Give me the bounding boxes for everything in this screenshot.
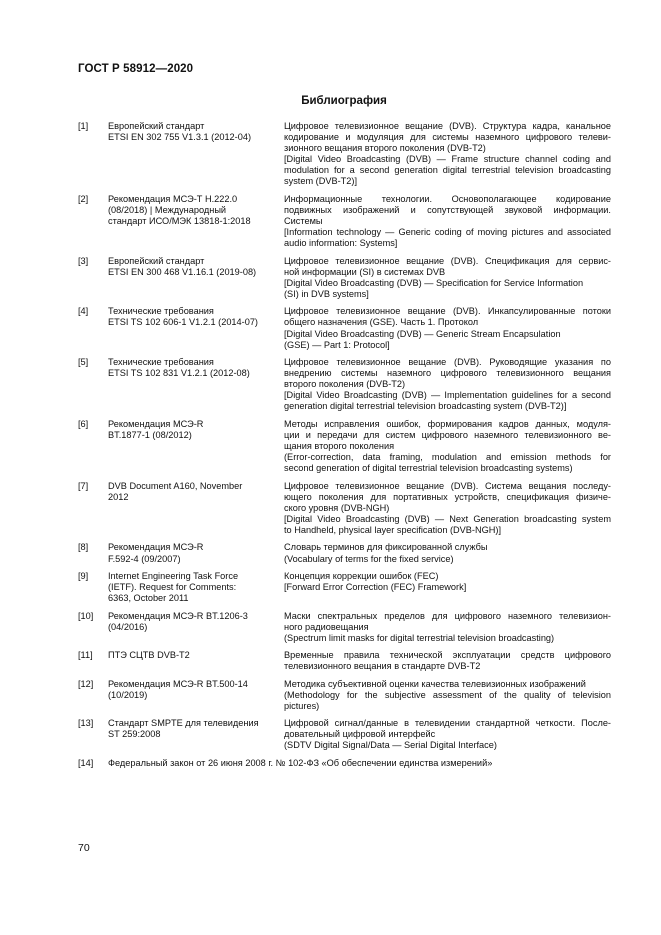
entry-title-line: кодирование и модуляция для системы наземного цифрового телеви- <box>284 132 611 143</box>
entry-title-line: Цифровое телевизионное вещание (DVB). Структура кадра, канальное <box>284 121 611 131</box>
entry-number: [11] <box>78 650 93 661</box>
entry-source-line: стандарт ИСО/МЭК 13818-1:2018 <box>108 216 251 227</box>
entry-title-line: Словарь терминов для фиксированной службы <box>284 542 488 553</box>
page-number: 70 <box>78 842 90 854</box>
entry-title-line: modulation for a second generation digital terrestrial television broadcasting <box>284 165 611 176</box>
entry-number: [1] <box>78 121 89 131</box>
entry-source-line: (04/2016) <box>108 621 148 632</box>
entry-title-line: [Digital Video Broadcasting (DVB) — Specification for Service Information <box>284 277 584 288</box>
entry-title-line: (Methodology for the subjective assessment of the quality of television <box>284 689 611 700</box>
entry-title-line: audio information: Systems] <box>284 238 398 249</box>
entry-source-line: ETSI EN 302 755 V1.3.1 (2012-04) <box>108 132 252 143</box>
bibliography-entry <box>78 650 610 672</box>
entry-title <box>284 481 611 536</box>
entry-source-line: ETSI TS 102 831 V1.2.1 (2012-08) <box>108 368 250 379</box>
bibliography-entry <box>78 542 610 564</box>
entry-source-line: ETSI EN 300 468 V1.16.1 (2019-08) <box>108 266 257 277</box>
entry-source <box>108 481 274 503</box>
entry-source <box>108 121 274 143</box>
entry-source <box>108 306 274 328</box>
entry-title-line: Цифровой сигнал/данные в телевидении стандартной четкости. После- <box>284 718 611 729</box>
entry-title-line: Цифровое телевизионное вещание (DVB). Инкапсулированные потоки <box>284 306 611 317</box>
bibliography-list <box>78 121 610 775</box>
entry-source <box>108 611 274 633</box>
entry-title-line: Временные правила технической эксплуатации средств цифрового <box>284 650 611 661</box>
entry-title-line: (Spectrum limit masks for digital terrestrial television broadcasting) <box>284 632 555 643</box>
entry-title-line: внедрению системы наземного цифрового телевизионного вещания <box>284 368 611 379</box>
entry-title-line: Маски спектральных пределов для цифрового наземного телевизион- <box>284 610 611 621</box>
bibliography-title: Библиография <box>301 95 387 107</box>
entry-number: [13] <box>78 718 94 729</box>
entry-source-line: Internet Engineering Task Force <box>108 570 239 581</box>
entry-source <box>108 650 274 661</box>
entry-source <box>108 571 274 604</box>
entry-source-line: Федеральный закон от 26 июня 2008 г. № 102-ФЗ «Об обеспечении единства измерений» <box>108 757 493 768</box>
entry-source <box>108 357 274 379</box>
entry-title <box>284 650 611 672</box>
entry-title <box>284 256 611 300</box>
entry-title-line: Концепция коррекции ошибок (FEC) <box>284 570 439 581</box>
entry-source <box>108 419 274 441</box>
entry-title-line: [Digital Video Broadcasting (DVB) — Generic Stream Encapsulation <box>284 328 561 339</box>
entry-number: [3] <box>78 255 89 266</box>
entry-title-line: [Digital Video Broadcasting (DVB) — Implementation guidelines for a second <box>284 390 611 401</box>
entry-source-line: Технические требования <box>108 306 214 317</box>
entry-source-line: ПТЭ СЦТВ DVB-T2 <box>108 650 190 661</box>
entry-number: [6] <box>78 418 89 429</box>
entry-title <box>284 611 611 644</box>
entry-number: [2] <box>78 193 89 204</box>
entry-title <box>284 542 611 564</box>
entry-source-line: ST 259:2008 <box>108 729 161 740</box>
entry-source-line: Рекомендация МСЭ-R <box>108 418 204 429</box>
entry-number: [10] <box>78 610 94 621</box>
entry-source-line: Европейский стандарт <box>108 255 205 266</box>
entry-title-line: (SDTV Digital Signal/Data — Serial Digital Interface) <box>284 740 497 751</box>
bibliography-entry <box>78 357 610 413</box>
entry-source <box>108 679 274 701</box>
bibliography-entry <box>78 121 610 188</box>
entry-title-line: system (DVB-T2)] <box>284 176 357 187</box>
entry-source <box>108 542 274 564</box>
entry-title-line: generation digital terrestrial television broadcasting system (DVB-T2)] <box>284 401 567 412</box>
entry-source <box>108 758 608 769</box>
entry-source-line: F.592-4 (09/2007) <box>108 553 181 564</box>
entry-title <box>284 357 611 412</box>
entry-source-line: Рекомендация МСЭ-R BT.1206-3 <box>108 610 248 621</box>
entry-title-line: to Handheld, physical layer specification (DVB-NGH)] <box>284 525 502 536</box>
entry-title-line: Цифровое телевизионное вещание (DVB). Спецификация для сервис- <box>284 255 611 266</box>
entry-source-line: ETSI TS 102 606-1 V1.2.1 (2014-07) <box>108 317 258 328</box>
entry-title-line: щания второго поколения <box>284 441 395 452</box>
entry-title <box>284 419 611 474</box>
entry-source-line: (10/2019) <box>108 689 148 700</box>
entry-number: [7] <box>78 480 89 491</box>
bibliography-entry <box>78 611 610 644</box>
bibliography-entry <box>78 718 610 751</box>
entry-title <box>284 121 611 188</box>
entry-title-line: (SI) in DVB systems] <box>284 288 369 299</box>
entry-source-line: Европейский стандарт <box>108 121 205 131</box>
entry-source-line: DVB Document A160, November <box>108 480 243 491</box>
entry-source-line: Рекомендация МСЭ-R BT.500-14 <box>108 678 248 689</box>
entry-source-line: Технические требования <box>108 357 214 368</box>
entry-source-line: Стандарт SMPTE для телевидения <box>108 718 259 729</box>
entry-title-line: зионного вещания второго поколения (DVB-T2) <box>284 143 486 154</box>
entry-source <box>108 194 274 227</box>
bibliography-entry <box>78 306 610 350</box>
entry-source-line: 2012 <box>108 491 129 502</box>
entry-title-line: второго поколения (DVB-T2) <box>284 379 406 390</box>
entry-title-line: ского уровня (DVB-NGH) <box>284 502 390 513</box>
entry-source <box>108 256 274 278</box>
entry-number: [4] <box>78 306 89 317</box>
entry-source-line: BT.1877-1 (08/2012) <box>108 429 192 440</box>
entry-title-line: ции и передачи для систем цифрового наземного телевизионного ве- <box>284 429 611 440</box>
entry-title <box>284 679 611 712</box>
entry-title-line: pictures) <box>284 700 320 711</box>
entry-number: [9] <box>78 570 89 581</box>
bibliography-entry <box>78 571 610 604</box>
entry-title-line: Цифровое телевизионное вещание (DVB). Система вещания последу- <box>284 480 611 491</box>
entry-title-line: [Digital Video Broadcasting (DVB) — Frame structure channel coding and <box>284 154 611 165</box>
entry-source-line: Рекомендация МСЭ-R <box>108 542 204 553</box>
entry-title-line: подвижных изображений и сопутствующей звуковой информации. <box>284 204 611 215</box>
bibliography-entry <box>78 758 610 769</box>
entry-title-line: довательный цифровой интерфейс <box>284 729 436 740</box>
entry-title-line: Методика субъективной оценки качества телевизионных изображений <box>284 678 586 689</box>
entry-title-line: ного радиовещания <box>284 621 369 632</box>
entry-title <box>284 306 611 350</box>
entry-title-line: [Digital Video Broadcasting (DVB) — Next Generation broadcasting system <box>284 513 611 524</box>
entry-title-line: [Forward Error Correction (FEC) Framework] <box>284 582 467 593</box>
entry-title-line: Информационные технологии. Основополагающее кодирование <box>284 193 611 204</box>
entry-source-line: (08/2018) | Международный <box>108 204 227 215</box>
bibliography-entry <box>78 256 610 300</box>
entry-source <box>108 718 274 740</box>
entry-number: [5] <box>78 357 89 368</box>
entry-source-line: (IETF). Request for Comments: <box>108 582 237 593</box>
entry-title <box>284 718 611 751</box>
entry-title-line: общего назначения (GSE). Часть 1. Протокол <box>284 317 479 328</box>
entry-title-line: Методы исправления ошибок, формирования кадров данных, модуля- <box>284 418 611 429</box>
entry-title-line: second generation of digital terrestrial television broadcasting systems) <box>284 463 573 474</box>
entry-title <box>284 571 611 593</box>
entry-title-line: ющего поколения для портативных устройств, спецификация физиче- <box>284 491 611 502</box>
entry-source-line: Рекомендация МСЭ-Т H.222.0 <box>108 193 238 204</box>
entry-title-line: (Vocabulary of terms for the fixed service) <box>284 553 454 564</box>
entry-source-line: 6363, October 2011 <box>108 593 189 604</box>
entry-title-line: Системы <box>284 216 323 227</box>
entry-number: [14] <box>78 757 94 768</box>
entry-title-line: Цифровое телевизионное вещание (DVB). Руководящие указания по <box>284 357 611 368</box>
entry-title-line: (Error-correction, data framing, modulation and emission methods for <box>284 452 611 463</box>
entry-title-line: (GSE) — Part 1: Protocol] <box>284 339 390 350</box>
bibliography-entry <box>78 481 610 537</box>
entry-number: [8] <box>78 542 89 553</box>
entry-number: [12] <box>78 678 94 689</box>
entry-title <box>284 194 611 249</box>
bibliography-entry <box>78 419 610 475</box>
document-standard-header: ГОСТ Р 58912—2020 <box>78 63 194 75</box>
entry-title-line: ной информации (SI) в системах DVB <box>284 266 446 277</box>
bibliography-entry <box>78 194 610 250</box>
entry-title-line: [Information technology — Generic coding of moving pictures and associated <box>284 227 611 238</box>
entry-title-line: телевизионного вещания в стандарте DVB-T2 <box>284 661 481 672</box>
bibliography-entry <box>78 679 610 712</box>
